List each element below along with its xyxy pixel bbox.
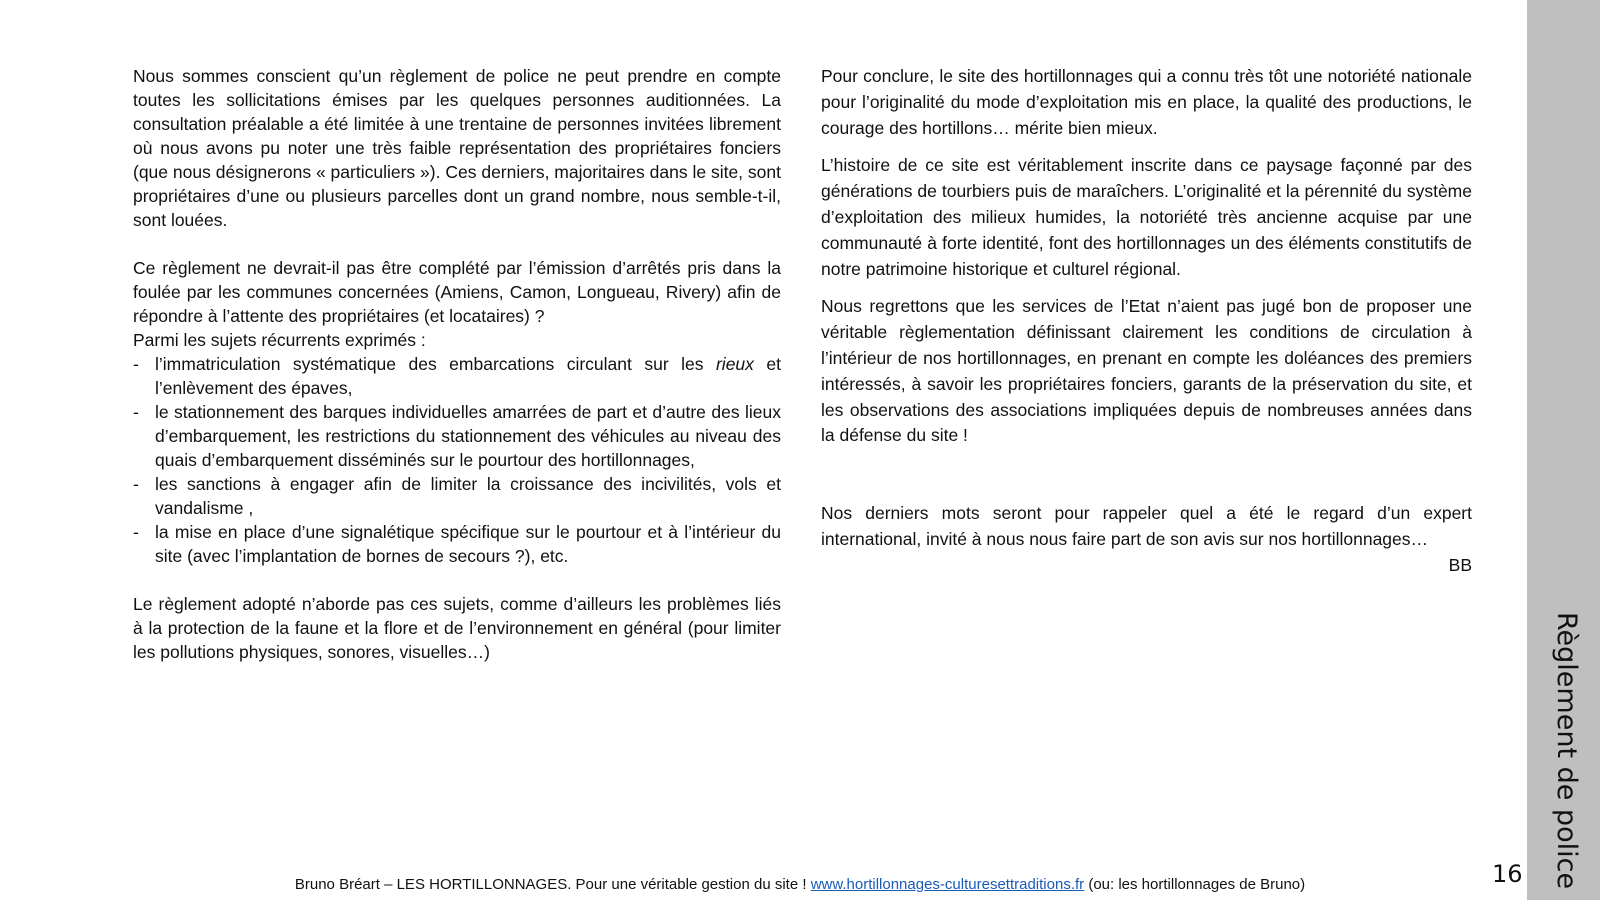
- bullet-4-text: la mise en place d’une signalétique spécifique sur le pourtour et à l’intérieur du site (avec l’implantation de bornes de secours ?), etc.: [155, 522, 781, 566]
- footer-suffix: (ou: les hortillonnages de Bruno): [1084, 876, 1306, 893]
- footer-prefix: Bruno Bréart – LES HORTILLONNAGES. Pour une véritable gestion du site !: [294, 876, 811, 893]
- right-paragraph-3: Nous regrettons que les services de l’Etat n’aient pas jugé bon de proposer une véritable règlementation définissant clairement les conditions de circulation à l’intérieur de nos hortillonnages, en prenant en compte les doléances des premiers intéressés, à savoir les propriétaires fonciers, garants de la préservation du site, et les observations des associations impliquées depuis de nombreuses années dans la défense du site !: [821, 296, 1472, 446]
- list-item: [133, 472, 781, 520]
- right-paragraph-2: L’histoire de ce site est véritablement inscrite dans ce paysage façonné par des générations de tourbiers puis de maraîchers. L’originalité et la pérennité du système d’exploitation des milieux humides, la notoriété très ancienne acquise par une communauté à forte identité, font des hortillonnages un des éléments constitutifs de notre patrimoine historique et culturel régional.: [821, 155, 1472, 279]
- footer-website-link[interactable]: www.hortillonnages-culturesettraditions.fr: [810, 876, 1085, 893]
- bullet-dash: -: [133, 522, 139, 542]
- bullet-dash: -: [133, 354, 139, 374]
- left-paragraph-3: Parmi les sujets récurrents exprimés :: [133, 330, 426, 350]
- signature: BB: [1448, 554, 1472, 575]
- right-paragraph-4: Nos derniers mots seront pour rappeler quel a été le regard d’un expert international, invité à nous nous faire part de son avis sur nos hortillonnages…: [821, 503, 1472, 549]
- right-paragraph-1: Pour conclure, le site des hortillonnages qui a connu très tôt une notoriété nationale pour l’originalité du mode d’exploitation mis en place, la qualité des productions, le courage des hortillons… mérite bien mieux.: [821, 66, 1472, 138]
- bullet-3-text: les sanctions à engager afin de limiter la croissance des incivilités, vols et vandalisme ,: [155, 474, 781, 518]
- recurring-subjects-list: [133, 352, 781, 568]
- bullet-1-text-end: et l’enlèvement des épaves,: [155, 354, 781, 398]
- page-number: 16: [1492, 860, 1523, 888]
- right-column: [821, 64, 1472, 579]
- bullet-2-text: le stationnement des barques individuelles amarrées de part et d’autre des lieux d’embarquement, les restrictions du stationnement des véhicules au niveau des quais d’embarquement disséminés sur le pourtour des hortillonnages,: [155, 402, 781, 470]
- bullet-dash: -: [133, 474, 139, 494]
- left-paragraph-1: Nous sommes conscient qu’un règlement de police ne peut prendre en compte toutes les sollicitations émises par les quelques personnes auditionnées. La consultation préalable a été limitée à une trentaine de personnes invitées librement où nous avons pu noter une très faible représentation des propriétaires fonciers (que nous désignerons « particuliers »). Ces derniers, majoritaires dans le site, sont propriétaires d’une ou plusieurs parcelles dont un grand nombre, nous semble-t-il, sont louées.: [133, 66, 781, 230]
- left-paragraph-4: Le règlement adopté n’aborde pas ces sujets, comme d’ailleurs les problèmes liés à la protection de la faune et la flore et de l’environnement en général (pour limiter les pollutions physiques, sonores, visuelles…): [133, 594, 781, 662]
- left-column: [133, 64, 781, 664]
- list-item: [133, 400, 781, 472]
- section-title: Règlement de police: [1551, 612, 1582, 890]
- bullet-dash: -: [133, 402, 139, 422]
- bullet-1-text-start: l’immatriculation systématique des embarcations circulant sur les: [155, 354, 716, 374]
- left-paragraph-2: Ce règlement ne devrait-il pas être complété par l’émission d’arrêtés pris dans la foulée par les communes concernées (Amiens, Camon, Longueau, Rivery) afin de répondre à l’attente des propriétaires (et locataires) ?: [133, 258, 781, 326]
- list-item: [133, 352, 781, 400]
- footer: [0, 876, 1600, 893]
- list-item: [133, 520, 781, 568]
- bullet-1-italic-word: rieux: [715, 354, 754, 374]
